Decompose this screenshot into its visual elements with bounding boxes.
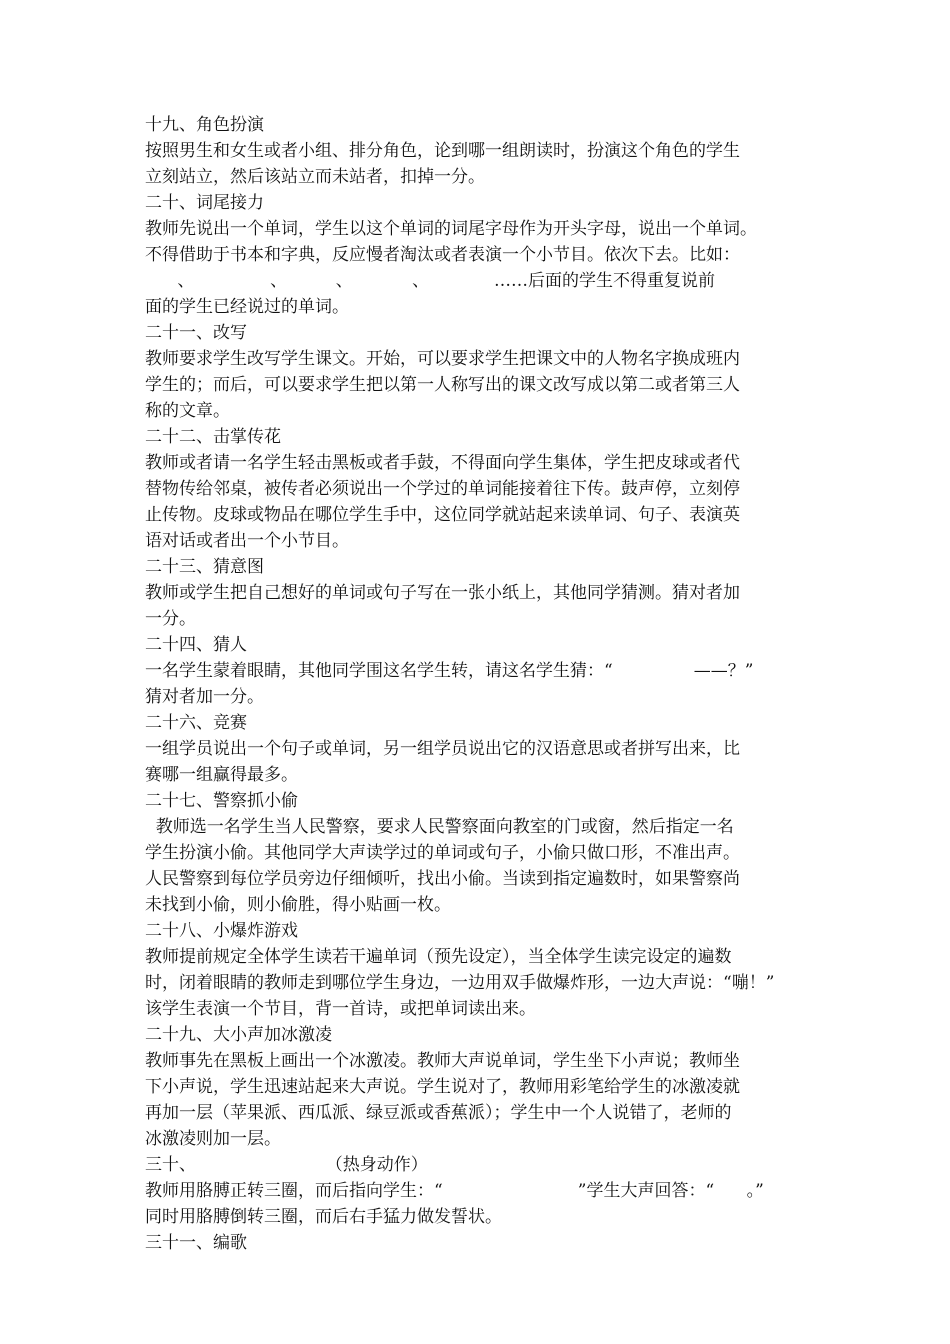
paragraph-line: 立刻站立，然后该站立而未站者，扣掉一分。 (145, 167, 485, 187)
paragraph-line: 下小声说，学生迅速站起来大声说。学生说对了，教师用彩笔给学生的冰激凌就 (145, 1077, 740, 1097)
paragraph-line: 一分。 (145, 609, 196, 629)
paragraph-line: 学生扮演小偷。其他同学大声读学过的单词或句子，小偷只做口形，不准出声。 (145, 843, 740, 863)
paragraph-line: 面的学生已经说过的单词。 (145, 297, 349, 317)
paragraph-line: 称的文章。 (145, 401, 230, 421)
section-heading: 十九、角色扮演 (145, 115, 264, 135)
paragraph-line: 替物传给邻桌，被传者必须说出一个学过的单词能接着往下传。鼓声停，立刻停 (145, 479, 740, 499)
section-heading: 二十一、改写 (145, 323, 247, 343)
paragraph-line: 教师要求学生改写学生课文。开始，可以要求学生把课文中的人物名字换成班内 (145, 349, 740, 369)
paragraph-line: 一组学员说出一个句子或单词，另一组学员说出它的汉语意思或者拼写出来，比 (145, 739, 740, 759)
paragraph-line: 一名学生蒙着眼睛，其他同学围这名学生转，请这名学生猜：“ ——？” (145, 661, 754, 681)
paragraph-line: 赛哪一组赢得最多。 (145, 765, 298, 785)
section-heading: 二十二、击掌传花 (145, 427, 281, 447)
paragraph-line: 教师或者请一名学生轻击黑板或者手鼓，不得面向学生集体，学生把皮球或者代 (145, 453, 740, 473)
paragraph-line: 同时用胳膊倒转三圈，而后右手猛力做发誓状。 (145, 1207, 502, 1227)
paragraph-line: 教师事先在黑板上画出一个冰激凌。教师大声说单词，学生坐下小声说；教师坐 (145, 1051, 740, 1071)
paragraph-line: 按照男生和女生或者小组、排分角色，论到哪一组朗读时，扮演这个角色的学生 (145, 141, 740, 161)
section-heading: 二十九、大小声加冰激凌 (145, 1025, 332, 1045)
paragraph-line: 再加一层（苹果派、西瓜派、绿豆派或香蕉派）；学生中一个人说错了，老师的 (145, 1103, 732, 1123)
paragraph-line: 教师用胳膊正转三圈，而后指向学生：“ ”学生大声回答：“ 。” (145, 1181, 764, 1201)
paragraph-line: 、 、 、 、 ……后面的学生不得重复说前 (145, 271, 715, 291)
section-heading: 二十六、竞赛 (145, 713, 247, 733)
section-heading: 三十一、编歌 (145, 1233, 247, 1253)
paragraph-line: 教师选一名学生当人民警察，要求人民警察面向教室的门或窗，然后指定一名 (145, 817, 734, 837)
paragraph-line: 未找到小偷，则小偷胜，得小贴画一枚。 (145, 895, 451, 915)
paragraph-line: 冰激凌则加一层。 (145, 1129, 281, 1149)
section-heading: 二十、词尾接力 (145, 193, 264, 213)
paragraph-line: 不得借助于书本和字典，反应慢者淘汰或者表演一个小节目。依次下去。比如： (145, 245, 740, 265)
section-heading: 二十三、猜意图 (145, 557, 264, 577)
section-heading: 二十七、警察抓小偷 (145, 791, 298, 811)
paragraph-line: 教师或学生把自己想好的单词或句子写在一张小纸上，其他同学猜测。猜对者加 (145, 583, 740, 603)
section-heading: 三十、 （热身动作） (145, 1155, 428, 1175)
paragraph-line: 止传物。皮球或物品在哪位学生手中，这位同学就站起来读单词、句子、表演英 (145, 505, 740, 525)
paragraph-line: 时，闭着眼睛的教师走到哪位学生身边，一边用双手做爆炸形，一边大声说：“嘣！” (145, 973, 775, 993)
document-body (145, 112, 810, 1256)
paragraph-line: 人民警察到每位学员旁边仔细倾听，找出小偷。当读到指定遍数时，如果警察尚 (145, 869, 740, 889)
paragraph-line: 教师提前规定全体学生读若干遍单词（预先设定），当全体学生读完设定的遍数 (145, 947, 732, 967)
section-heading: 二十四、猜人 (145, 635, 247, 655)
section-heading: 二十八、小爆炸游戏 (145, 921, 298, 941)
paragraph-line: 该学生表演一个节目，背一首诗，或把单词读出来。 (145, 999, 536, 1019)
paragraph-line: 学生的；而后，可以要求学生把以第一人称写出的课文改写成以第二或者第三人 (145, 375, 740, 395)
paragraph-line: 猜对者加一分。 (145, 687, 264, 707)
paragraph-line: 教师先说出一个单词，学生以这个单词的词尾字母作为开头字母，说出一个单词。 (145, 219, 757, 239)
paragraph-line: 语对话或者出一个小节目。 (145, 531, 349, 551)
